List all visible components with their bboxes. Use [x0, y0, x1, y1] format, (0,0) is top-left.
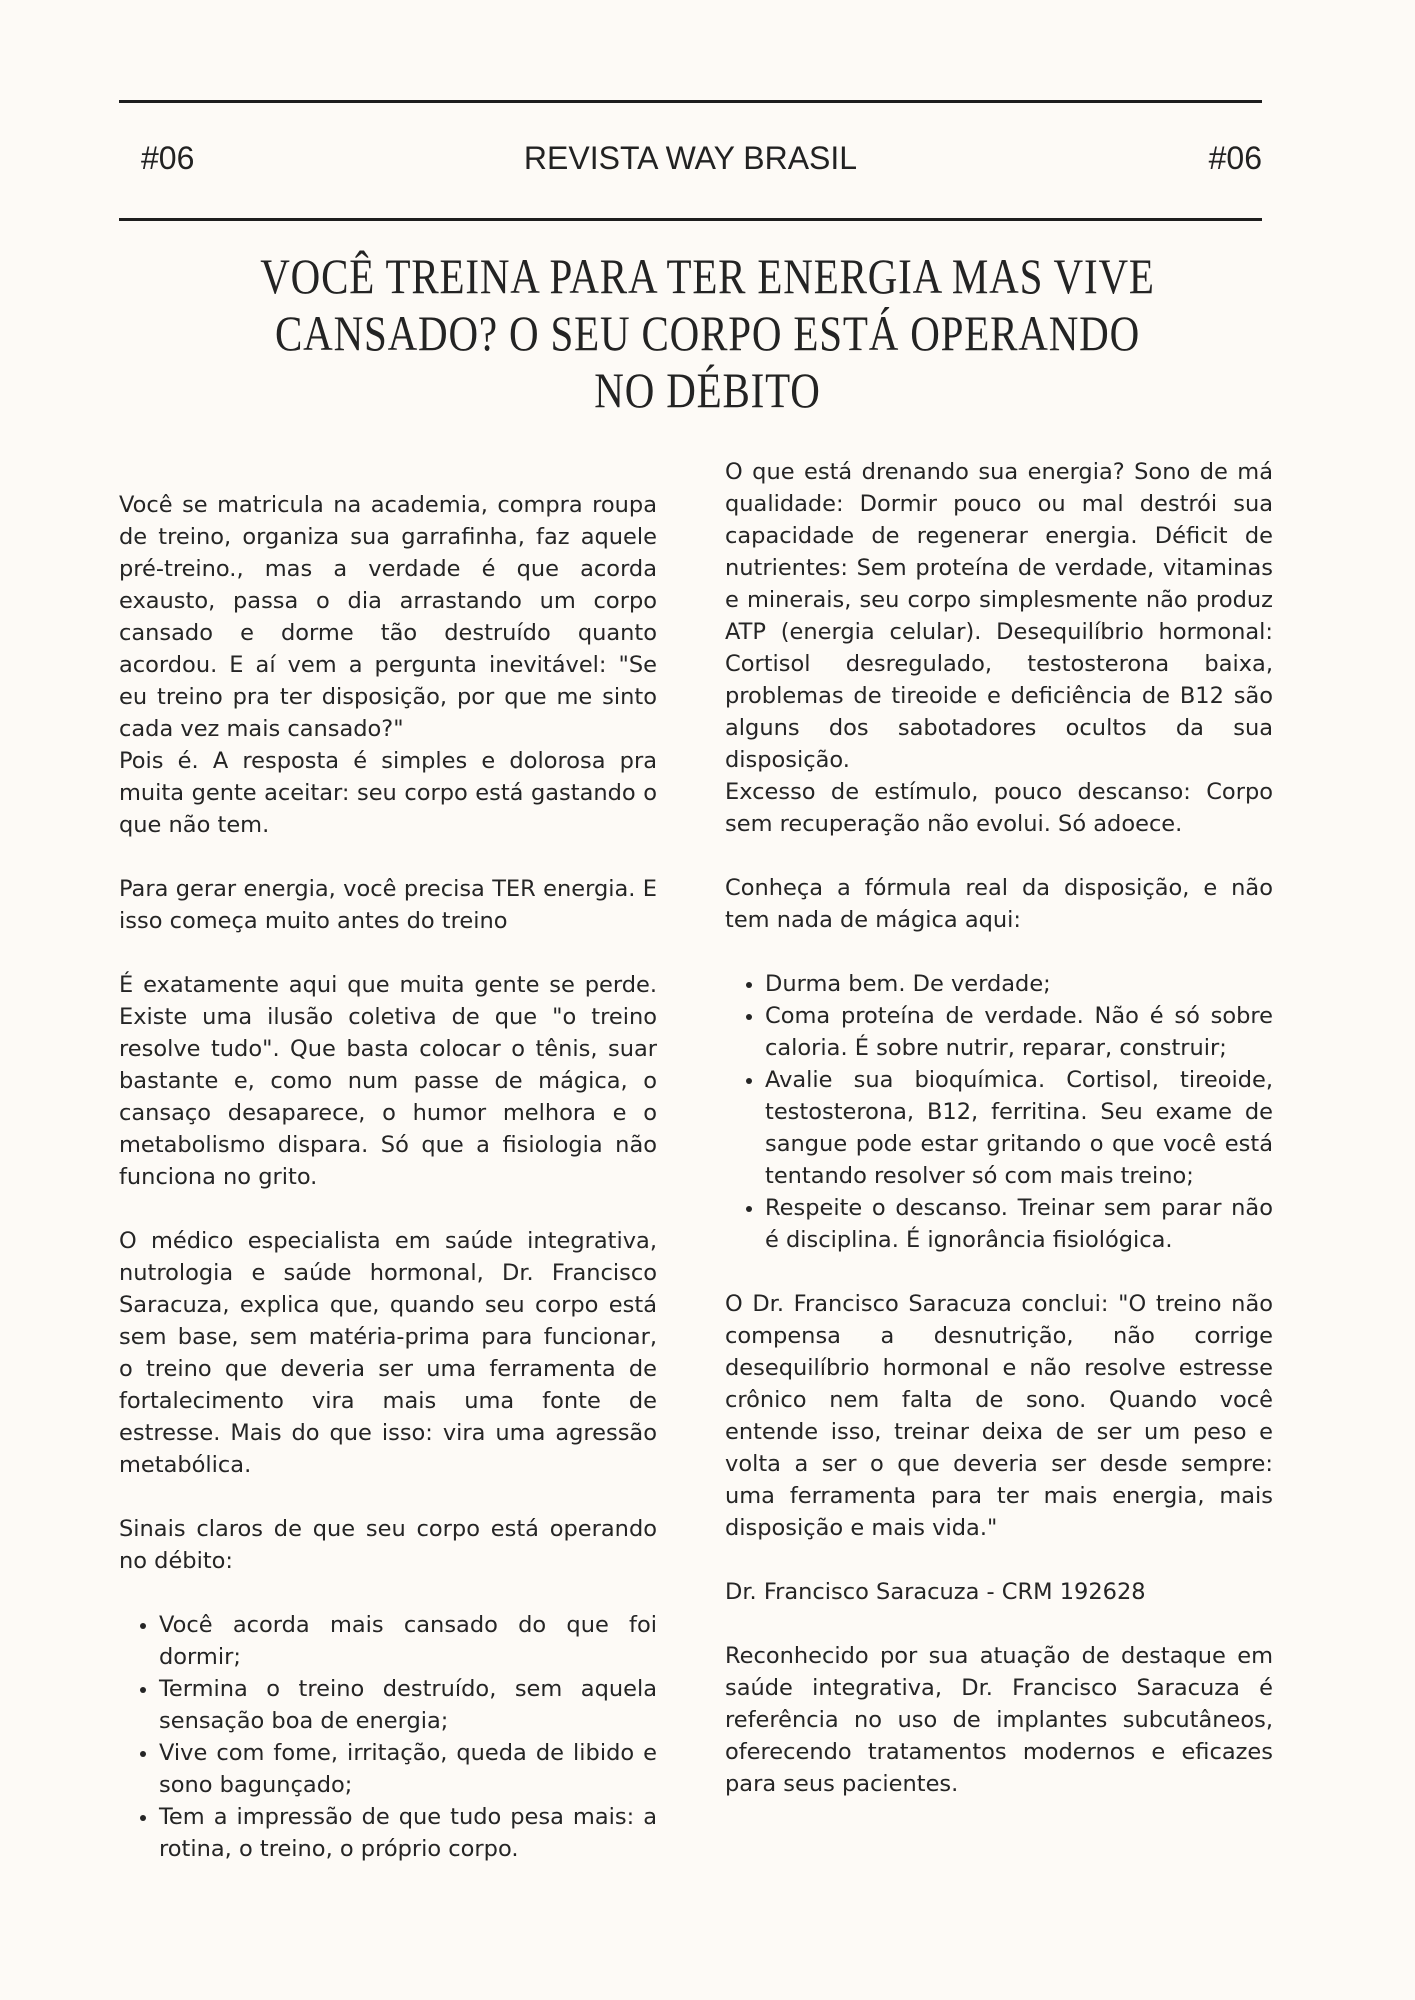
list-item: • Respeite o descanso. Treinar sem parar não é disciplina. É ignorância fisiológica. — [765, 1192, 1273, 1256]
magazine-name: REVISTA WAY BRASIL — [523, 140, 858, 176]
formula-list — [725, 968, 1273, 1256]
header-bottom-rule — [119, 218, 1262, 221]
formula-intro-paragraph: Conheça a fórmula real da disposição, e não tem nada de mágica aqui: — [725, 875, 1273, 933]
signs-intro-paragraph: Sinais claros de que seu corpo está operando no débito: — [119, 1516, 657, 1574]
list-item: • Avalie sua bioquímica. Cortisol, tireoide, testosterona, B12, ferritina. Seu exame de sangue pode estar gritando o que você está tentando resolver só com mais treino; — [765, 1064, 1273, 1192]
intro-paragraph: Você se matricula na academia, compra roupa de treino, organiza sua garrafinha, faz aquele pré-treino., mas a verdade é que acorda exausto, passa o dia arrastando um corpo cansado e dorme tão destruído quanto acordou. E aí vem a pergunta inevitável: "Se eu treino pra ter disposição, por que me sinto cada vez mais cansado?" — [119, 492, 657, 742]
article-title: VOCÊ TREINA PARA TER ENERGIA MAS VIVE CANSADO? O SEU CORPO ESTÁ OPERANDO NO DÉBITO — [260, 248, 1155, 418]
list-item: • Vive com fome, irritação, queda de libido e sono bagunçado; — [159, 1737, 657, 1801]
masthead — [119, 140, 1262, 184]
header-top-rule — [119, 100, 1262, 103]
conclusion-quote-paragraph: O Dr. Francisco Saracuza conclui: "O treino não compensa a desnutrição, não corrige desequilíbrio hormonal e não resolve estresse crônico nem falta de sono. Quando você entende isso, treinar deixa de ser um peso e volta a ser o que deveria ser desde sempre: uma ferramenta para ter mais energia, mais disposição e mais vida." — [725, 1291, 1273, 1541]
list-item: • Coma proteína de verdade. Não é só sobre caloria. É sobre nutrir, reparar, construir; — [765, 1000, 1273, 1064]
intro-answer-paragraph: Pois é. A resposta é simples e dolorosa pra muita gente aceitar: seu corpo está gastando o que não tem. — [119, 748, 657, 838]
signs-list — [119, 1609, 657, 1865]
list-item: • Termina o treino destruído, sem aquela sensação boa de energia; — [159, 1673, 657, 1737]
energy-paragraph: Para gerar energia, você precisa TER energia. E isso começa muito antes do treino — [119, 876, 657, 934]
energy-drains-paragraph: O que está drenando sua energia? Sono de má qualidade: Dormir pouco ou mal destrói sua capacidade de regenerar energia. Déficit de nutrientes: Sem proteína de verdade, vitaminas e minerais, seu corpo simplesmente não produz ATP (energia celular). Desequilíbrio hormonal: Cortisol desregulado, testosterona baixa, problemas de tireoide e deficiência de B12 são alguns dos sabotadores ocultos da sua disposição. — [725, 459, 1273, 773]
list-item: • Durma bem. De verdade; — [765, 968, 1273, 1000]
issue-number-left: #06 — [141, 140, 195, 176]
author-signature: Dr. Francisco Saracuza - CRM 192628 — [725, 1579, 1146, 1605]
left-column — [119, 489, 657, 1897]
doctor-explains-paragraph: O médico especialista em saúde integrativa, nutrologia e saúde hormonal, Dr. Francisco Saracuza, explica que, quando seu corpo está sem base, sem matéria-prima para funcionar, o treino que deveria ser uma ferramenta de fortalecimento vira mais uma fonte de estresse. Mais do que isso: vira uma agressão metabólica. — [119, 1228, 657, 1478]
excess-stimulus-paragraph: Excesso de estímulo, pouco descanso: Corpo sem recuperação não evolui. Só adoece. — [725, 779, 1273, 837]
issue-number-right: #06 — [1208, 140, 1262, 176]
illusion-paragraph: É exatamente aqui que muita gente se perde. Existe uma ilusão coletiva de que "o treino resolve tudo". Que basta colocar o tênis, suar bastante e, como num passe de mágica, o cansaço desaparece, o humor melhora e o metabolismo dispara. Só que a fisiologia não funciona no grito. — [119, 972, 657, 1190]
right-column — [725, 456, 1273, 1832]
list-item: • Você acorda mais cansado do que foi dormir; — [159, 1609, 657, 1673]
list-item: • Tem a impressão de que tudo pesa mais: a rotina, o treino, o próprio corpo. — [159, 1801, 657, 1865]
author-bio-paragraph: Reconhecido por sua atuação de destaque em saúde integrativa, Dr. Francisco Saracuza é referência no uso de implantes subcutâneos, oferecendo tratamentos modernos e eficazes para seus pacientes. — [725, 1643, 1273, 1797]
